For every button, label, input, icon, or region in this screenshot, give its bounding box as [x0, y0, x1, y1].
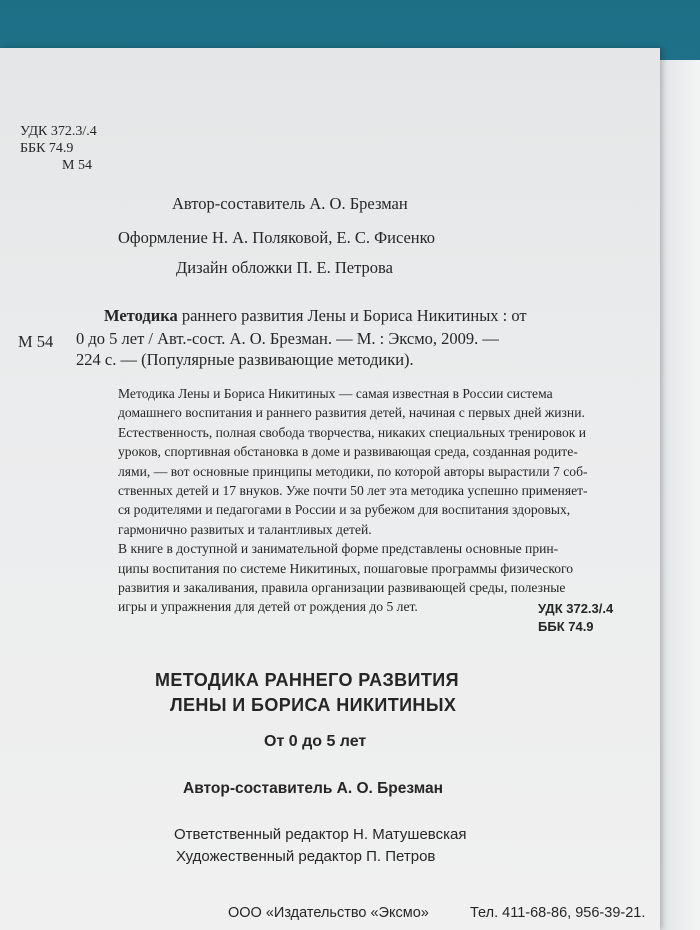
- book-page: [0, 48, 660, 930]
- imprint-subtitle: От 0 до 5 лет: [264, 733, 367, 750]
- annotation-line: гармонично развитых и талантливых детей.: [118, 521, 372, 537]
- catalog-title-bold: Методика: [104, 306, 178, 325]
- imprint-title-line-2: ЛЕНЫ И БОРИСА НИКИТИНЫХ: [170, 695, 457, 715]
- annotation-line: игры и упражнения для детей от рождения до 5 лет.: [118, 599, 418, 615]
- bbk-code-top: ББК 74.9: [20, 141, 74, 156]
- udk-code-bottom: УДК 372.3/.4: [538, 601, 614, 616]
- author-mark-top: М 54: [62, 158, 92, 173]
- annotation-line: развития и закаливания, правила организации развивающей среды, полезные: [118, 580, 566, 596]
- compiler-credit: Автор-составитель А. О. Брезман: [172, 194, 408, 213]
- catalog-title-rest: раннего развития Лены и Бориса Никитиных : от: [177, 306, 527, 325]
- annotation-line: уроков, спортивная обстановка в доме и развивающая среда, созданная родите-: [118, 444, 578, 460]
- annotation-line: лями, — вот основные принципы методики, по которой авторы вырастили 7 соб-: [118, 463, 588, 479]
- catalog-line-3: 224 с. — (Популярные развивающие методики).: [76, 350, 414, 369]
- annotation-line: Естественность, полная свобода творчества, никаких специальных тренировок и: [118, 424, 587, 440]
- catalog-author-mark: М 54: [18, 332, 54, 351]
- cover-credit: Дизайн обложки П. Е. Петрова: [176, 258, 393, 277]
- annotation-paragraph-1: [118, 384, 628, 539]
- annotation-line: ственных детей и 17 внуков. Уже почти 50 лет эта методика успешно применяет-: [118, 483, 588, 499]
- imprint-phone: Тел. 411-68-86, 956-39-21.: [470, 905, 646, 921]
- imprint-editor: Ответственный редактор Н. Матушевская: [174, 826, 467, 843]
- annotation: [118, 384, 628, 617]
- annotation-line: ся родителями и педагогами в России и за рубежом для воспитания здоровых,: [118, 502, 571, 518]
- imprint-publisher: ООО «Издательство «Эксмо»: [228, 905, 429, 921]
- imprint-title-line-1: МЕТОДИКА РАННЕГО РАЗВИТИЯ: [155, 670, 459, 690]
- catalog-line-2: 0 до 5 лет / Авт.-сост. А. О. Брезман. — М. : Эксмо, 2009. —: [76, 329, 499, 348]
- imprint-compiler: Автор-составитель А. О. Брезман: [183, 780, 443, 797]
- annotation-line: В книге в доступной и занимательной форме представлены основные прин-: [118, 541, 559, 557]
- catalog-line-1: [104, 306, 527, 326]
- bbk-code-bottom: ББК 74.9: [538, 619, 594, 634]
- udk-code-top: УДК 372.3/.4: [20, 124, 97, 139]
- annotation-line: домашнего воспитания и раннего развития детей, начиная с первых дней жизни.: [118, 405, 585, 421]
- annotation-line: ципы воспитания по системе Никитиных, пошаговые программы физического: [118, 560, 574, 576]
- annotation-line: Методика Лены и Бориса Никитиных — самая известная в России система: [118, 386, 553, 401]
- imprint-art-editor: Художественный редактор П. Петров: [176, 848, 436, 865]
- design-credit: Оформление Н. А. Поляковой, Е. С. Фисенко: [118, 228, 436, 247]
